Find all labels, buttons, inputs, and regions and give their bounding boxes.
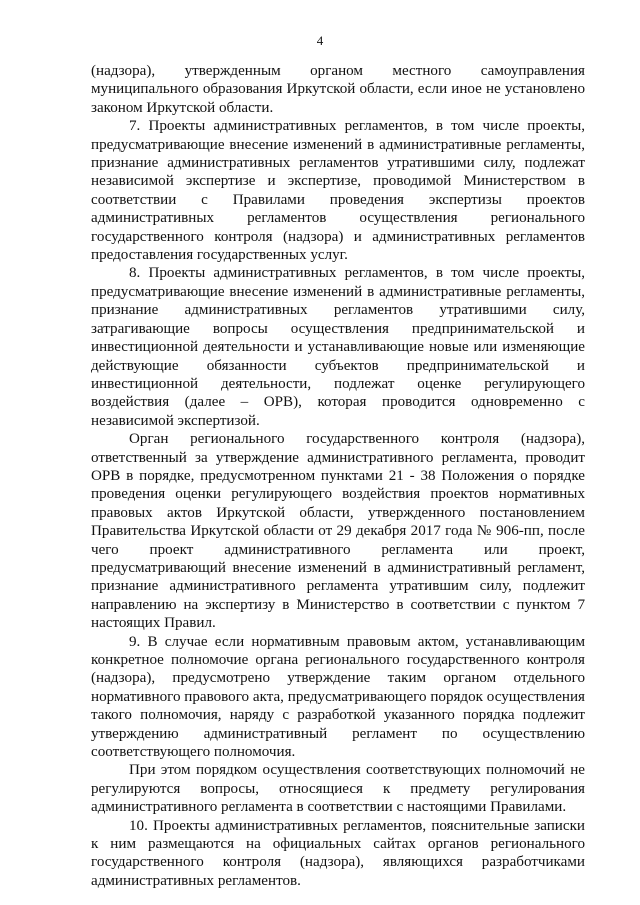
paragraph-powers-procedure: При этом порядком осуществления соответствующих полномочий не регулируются вопросы, относящиеся к предмету регулирования административного регламента в соответствии с настоящими Правилами.	[91, 762, 585, 816]
paragraph-orv-procedure: Орган регионального государственного контроля (надзора), ответственный за утверждение административного регламента, проводит ОРВ в порядке, предусмотренном пунктами 21 - 38 Положения о порядке проведения оценки регулирующего воздействия проектов нормативных правовых актов Иркутской области, утвержденного постановлением Правительства Иркутской области от 29 декабря 2017 года № 906-пп, после чего проект административного регламента или проект, предусматривающий внесение изменений в административный регламент, признание административного регламента утратившим силу, подлежит направлению на экспертизу в Министерство в соответствии с пунктом 7 настоящих Правил.	[91, 431, 585, 632]
paragraph-item-10: 10. Проекты административных регламентов, пояснительные записки к ним размещаются на официальных сайтах органов регионального государственного контроля (надзора), являющихся разработчиками административных регламентов.	[91, 817, 585, 889]
document-body	[91, 62, 585, 890]
paragraph-item-8: 8. Проекты административных регламентов, в том числе проекты, предусматривающие внесение изменений в административные регламенты, признание административных регламентов утратившими силу, затрагивающие вопросы осуществления предпринимательской и инвестиционной деятельности и устанавливающие новые или изменяющие действующие обязанности субъектов предпринимательской и инвестиционной деятельности, подлежат оценке регулирующего воздействия (далее – ОРВ), которая проводится одновременно с независимой экспертизой.	[91, 265, 585, 429]
paragraph-continuation: (надзора), утвержденным органом местного самоуправления муниципального образования Иркутской области, если иное не установлено законом Иркутской области.	[91, 63, 585, 116]
paragraph-item-9: 9. В случае если нормативным правовым актом, устанавливающим конкретное полномочие органа регионального государственного контроля (надзора), предусмотрено утверждение таким органом отдельного нормативного правового акта, предусматривающего порядок осуществления такого полномочия, наряду с разработкой указанного порядка подлежит утверждению административный регламент по осуществлению соответствующего полномочия.	[91, 633, 585, 761]
page-number: 4	[316, 33, 324, 48]
paragraph-item-7: 7. Проекты административных регламентов, в том числе проекты, предусматривающие внесение изменений в административные регламенты, признание административных регламентов утратившими силу, подлежат независимой экспертизе и экспертизе, проводимой Министерством в соответствии с Правилами проведения экспертизы проектов административных регламентов осуществления регионального государственного контроля (надзора) и административных регламентов предоставления государственных услуг.	[91, 118, 585, 264]
